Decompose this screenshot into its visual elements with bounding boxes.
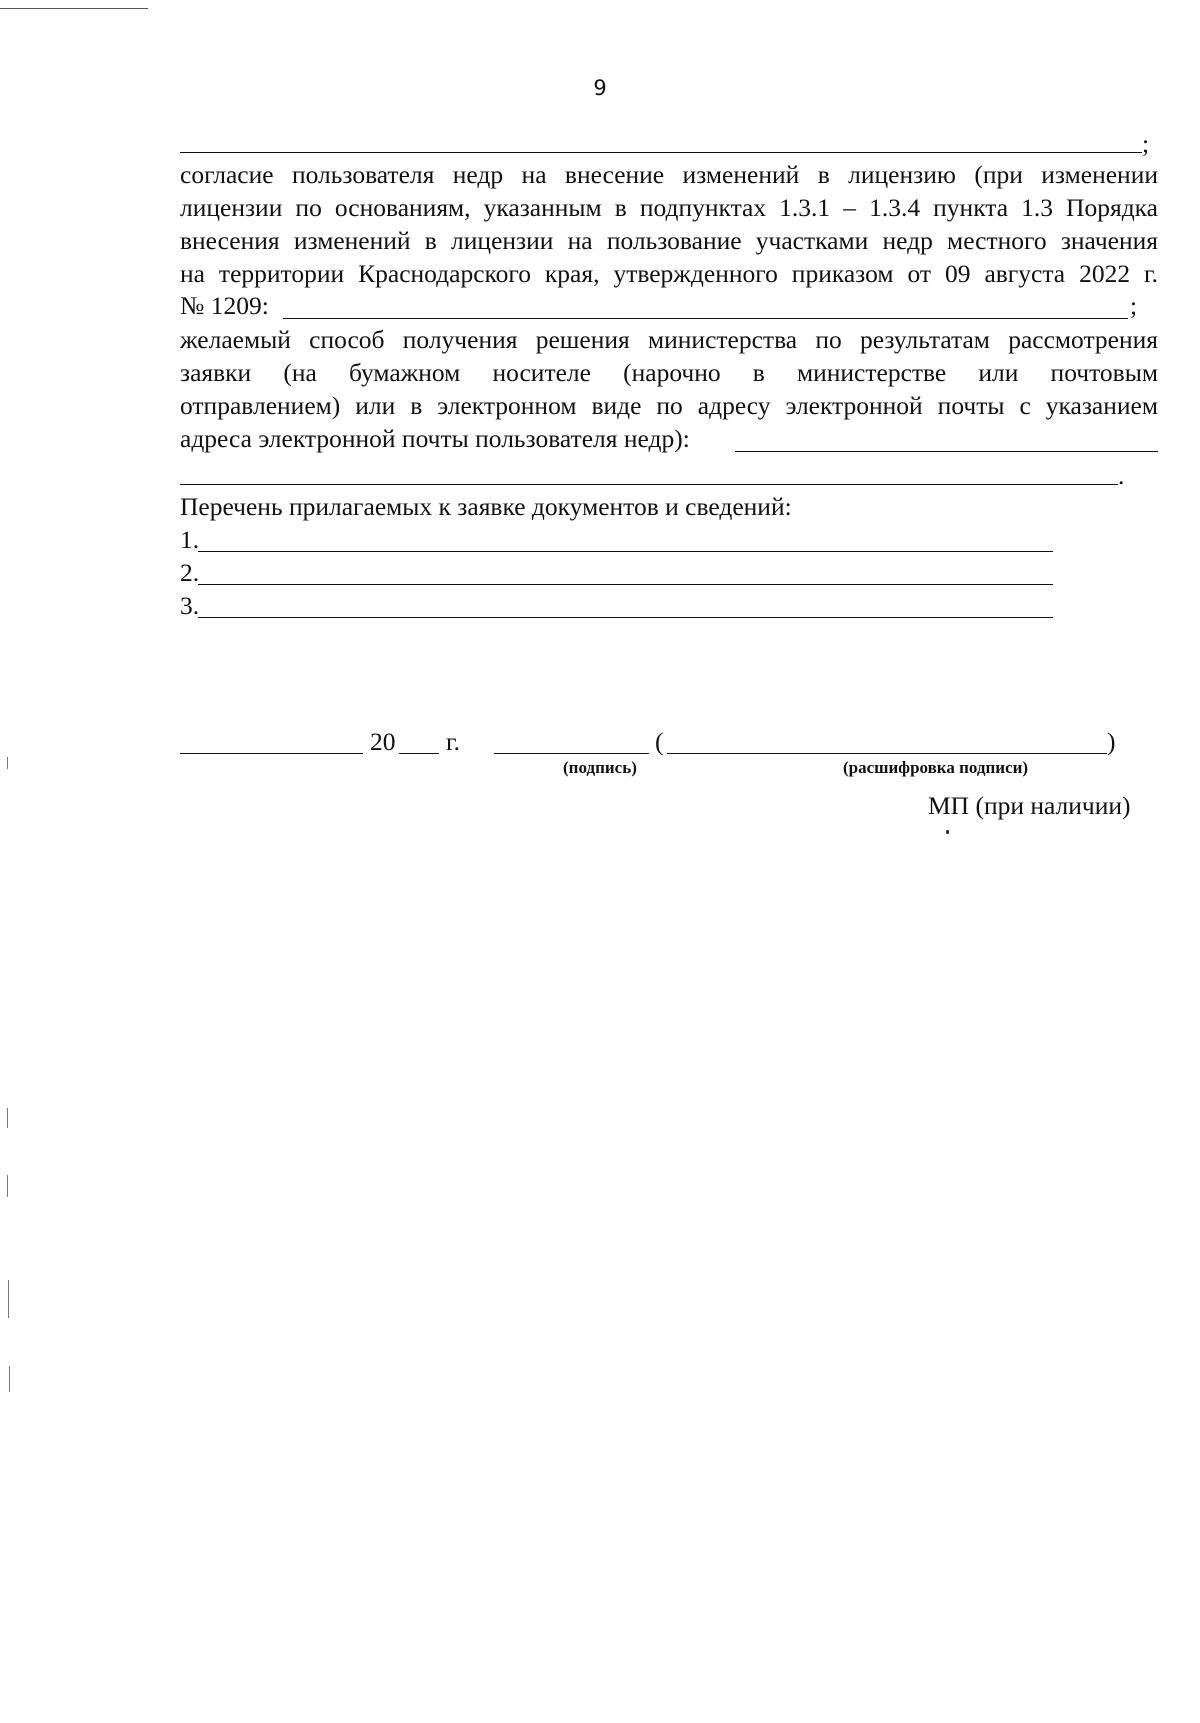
open-paren: ( (655, 727, 664, 756)
fill-line (735, 451, 1158, 452)
attachment-fill-line (198, 617, 1053, 618)
scan-artifact-mark (7, 1175, 8, 1197)
scan-speck (946, 830, 949, 834)
date-fill-line (180, 753, 363, 754)
fill-line (180, 484, 1118, 485)
scan-artifact-mark (9, 1366, 10, 1392)
line-end-semicolon: ; (1142, 129, 1150, 158)
paragraph-line: отправлением) или в электронном виде по адресу электронной почты с указанием (180, 391, 1158, 420)
paragraph-line: согласие пользователя недр на внесение изменений в лицензию (при изменении (180, 160, 1158, 189)
fill-line (283, 318, 1128, 319)
year-prefix: 20 (370, 727, 396, 756)
attachments-heading: Перечень прилагаемых к заявке документов и сведений: (180, 492, 792, 521)
line-end-period: . (1118, 461, 1125, 490)
scan-artifact-line (0, 8, 148, 9)
line-end-semicolon: ; (1130, 291, 1138, 320)
attachment-fill-line (198, 551, 1053, 552)
decode-caption: (расшифровка подписи) (843, 758, 1029, 777)
signature-fill-line (494, 753, 649, 754)
attachment-number: 2. (180, 558, 200, 587)
attachment-number: 1. (180, 525, 200, 554)
scan-artifact-mark (8, 1280, 9, 1318)
fill-line (180, 152, 1142, 153)
scan-artifact-mark (7, 757, 8, 769)
scan-artifact-mark (7, 1108, 8, 1128)
paragraph-line: заявки (на бумажном носителе (нарочно в министерстве или почтовым (180, 358, 1158, 387)
paragraph-line: адреса электронной почты пользователя недр): (180, 424, 690, 453)
order-number-label: № 1209: (180, 291, 269, 320)
paragraph-line: лицензии по основаниям, указанным в подпунктах 1.3.1 – 1.3.4 пункта 1.3 Порядка (180, 193, 1158, 222)
stamp-label: МП (при наличии) (928, 791, 1131, 820)
page-number: 9 (593, 76, 607, 100)
year-fill-line (399, 753, 439, 754)
year-suffix: г. (446, 727, 460, 756)
paragraph-line: внесения изменений в лицензии на пользование участками недр местного значения (180, 226, 1158, 255)
attachment-number: 3. (180, 591, 200, 620)
attachment-fill-line (198, 584, 1053, 585)
paragraph-line: на территории Краснодарского края, утвержденного приказом от 09 августа 2022 г. (180, 259, 1158, 288)
signature-caption: (подпись) (563, 758, 637, 777)
consent-paragraph (180, 158, 1158, 290)
delivery-method-paragraph (180, 323, 1158, 422)
decode-fill-line (667, 753, 1107, 754)
paragraph-line: желаемый способ получения решения министерства по результатам рассмотрения (180, 325, 1158, 354)
close-paren: ) (1107, 727, 1116, 756)
